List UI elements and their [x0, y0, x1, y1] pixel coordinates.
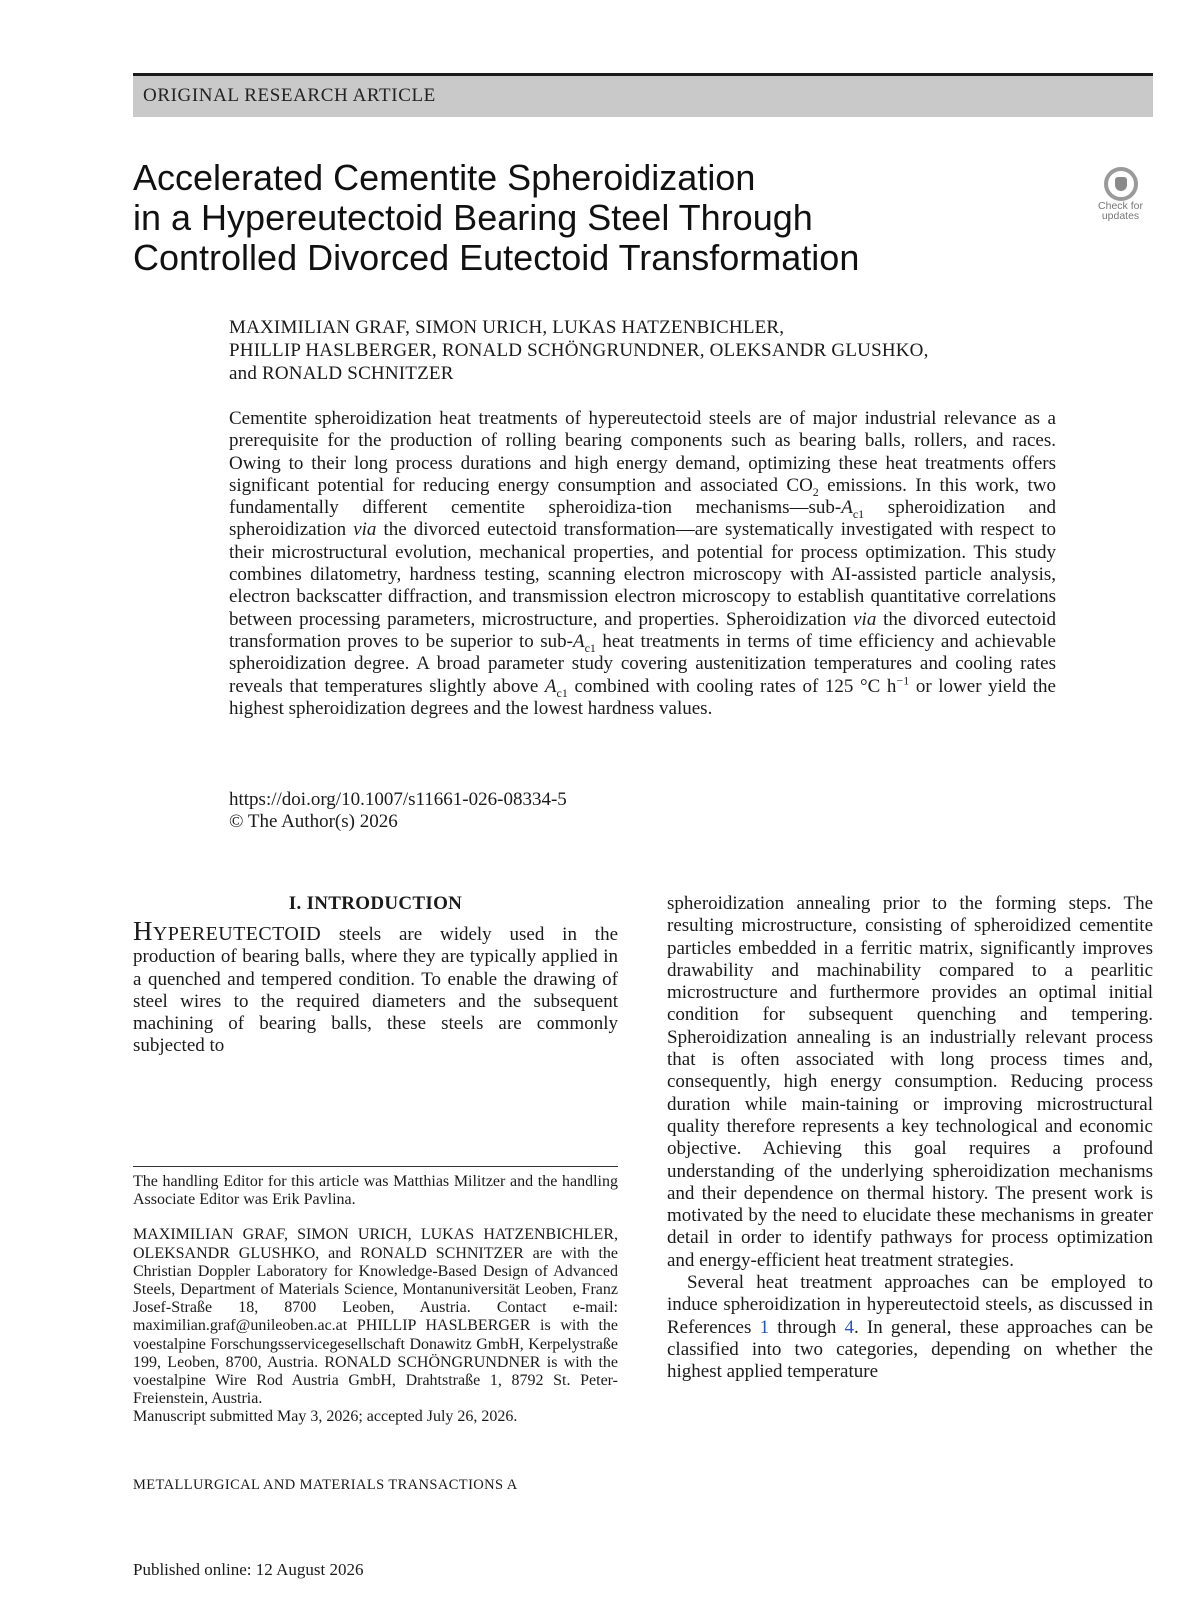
affiliation-note: MAXIMILIAN GRAF, SIMON URICH, LUKAS HATZENBICHLER, OLEKSANDR GLUSHKO, and RONALD SCHNITZER are with the Christian Doppler Laboratory for Knowledge-Based Design of Advanced Steels, Department of Materials Science, Montanuniversität Leoben, Franz Josef-Straße 18, 8700 Leoben, Austria. Contact e-mail: maximilian.graf@unileoben.ac.at PHILLIP HASLBERGER is with the voestalpine Forschungsservicegesellschaft Donawitz GmbH, Kerpelystraße 199, Leoben, 8700, Austria. RONALD SCHÖNGRUNDNER is with the voestalpine Wire Rod Austria GmbH, Drahtstraße 1, 8792 St. Peter-Freienstein, Austria.	[133, 1226, 618, 1408]
author-line: MAXIMILIAN GRAF, SIMON URICH, LUKAS HATZENBICHLER,	[229, 317, 785, 338]
journal-name: METALLURGICAL AND MATERIALS TRANSACTIONS A	[133, 1477, 518, 1493]
article-type-label: ORIGINAL RESEARCH ARTICLE	[143, 85, 436, 106]
abstract: Cementite spheroidization heat treatments of hypereutectoid steels are of major industrial relevance as a prerequisite for the production of rolling bearing components such as bearing balls, rollers, and races. Owing to their long process durations and high energy demand, optimizing these heat treatments offers significant potential for reducing energy consumption and associated $CO_2$ emissions. In this work, two fundamentally different cementite spheroidiza-tion $mechanisms—sub-A_{c1}$ spheroidization and spheroidization via the divorced eutectoid transformation—are systematically investigated with respect to their microstructural evolution, mechanical properties, and potential for process optimization. This study combines dilatometry, hardness testing, scanning electron microscopy with AI-assisted particle analysis, electron backscatter diffraction, and transmission electron microscopy to establish quantitative correlations between processing parameters, microstructure, and properties. Spheroidization via the divorced eutectoid transformation proves to be superior to sub-$A_{c1}$ heat treatments in terms of time efficiency and achievable spheroidization degree. A broad parameter study covering austenitization temperatures and cooling rates reveals that temperatures slightly above $A_{c1}$ combined with cooling rates of 125 °C $h^{-1}$ or lower yield the highest spheroidization degrees and the lowest hardness values.	[229, 408, 1057, 719]
intro-right-column	[667, 893, 1153, 1384]
author-line: PHILLIP HASLBERGER, RONALD SCHÖNGRUNDNER, OLEKSANDR GLUSHKO,	[229, 340, 929, 361]
title-line: Controlled Divorced Eutectoid Transformation	[133, 237, 860, 278]
paragraph: spheroidization annealing prior to the forming steps. The resulting microstructure, consisting of spheroidized cementite particles embedded in a ferritic matrix, significantly improves drawability and machinability compared to a pearlitic microstructure and furthermore provides an optimal initial condition for subsequent quenching and tempering. Spheroidization annealing is an industrially relevant process that is often associated with long process times and, consequently, high energy consumption. Reducing process duration while main-taining or improving microstructural quality therefore represents a key technological and economic objective. Achieving this goal requires a profound understanding of the underlying spheroidization mechanisms and their dependence on thermal history. The present work is motivated by the need to elucidate these mechanisms in greater detail in order to identify pathways for process optimization and energy-efficient heat treatment strategies.	[667, 893, 1153, 1271]
article-type-banner	[133, 73, 1153, 117]
footnote-divider	[133, 1166, 618, 1167]
first-word: HYPEREUTECTOID	[133, 916, 322, 946]
check-for-updates-badge[interactable]	[1090, 165, 1151, 227]
badge-line: updates	[1101, 210, 1140, 222]
submission-note: Manuscript submitted May 3, 2026; accepted July 26, 2026.	[133, 1408, 518, 1426]
badge-line: Check for	[1098, 200, 1143, 212]
footnotes	[133, 1173, 618, 1444]
reference-link[interactable]: 1	[759, 1316, 770, 1338]
reference-link[interactable]: 4	[844, 1316, 854, 1338]
copyright-notice: © The Author(s) 2026	[229, 811, 398, 832]
intro-left-column: HYPEREUTECTOID steels are widely used in the production of bearing balls, where they are typically applied in a quenched and tempered condition. To enable the drawing of steel wires to the required diameters and the subsequent machining of bearing balls, these steels are commonly subjected to	[133, 916, 618, 1057]
doi-link[interactable]: https://doi.org/10.1007/s11661-026-08334-5	[229, 789, 567, 810]
paragraph: Several heat treatment approaches can be employed to induce spheroidization in hypereutectoid steels, as discussed in References 1 through 4. In general, these approaches can be classified into two categories, depending on whether the highest applied temperature	[667, 1272, 1154, 1383]
bookmark-update-icon	[1104, 167, 1138, 201]
author-list	[229, 316, 929, 385]
section-heading: I. INTRODUCTION	[288, 893, 463, 914]
editor-note: The handling Editor for this article was Matthias Militzer and the handling Associate Editor was Erik Pavlina.	[133, 1173, 618, 1209]
article-title	[133, 158, 993, 278]
title-line: in a Hypereutectoid Bearing Steel Through	[133, 197, 813, 238]
title-line: Accelerated Cementite Spheroidization	[133, 157, 756, 198]
author-line: and RONALD SCHNITZER	[229, 363, 454, 384]
article-meta	[229, 789, 567, 833]
published-date: Published online: 12 August 2026	[133, 1560, 364, 1579]
